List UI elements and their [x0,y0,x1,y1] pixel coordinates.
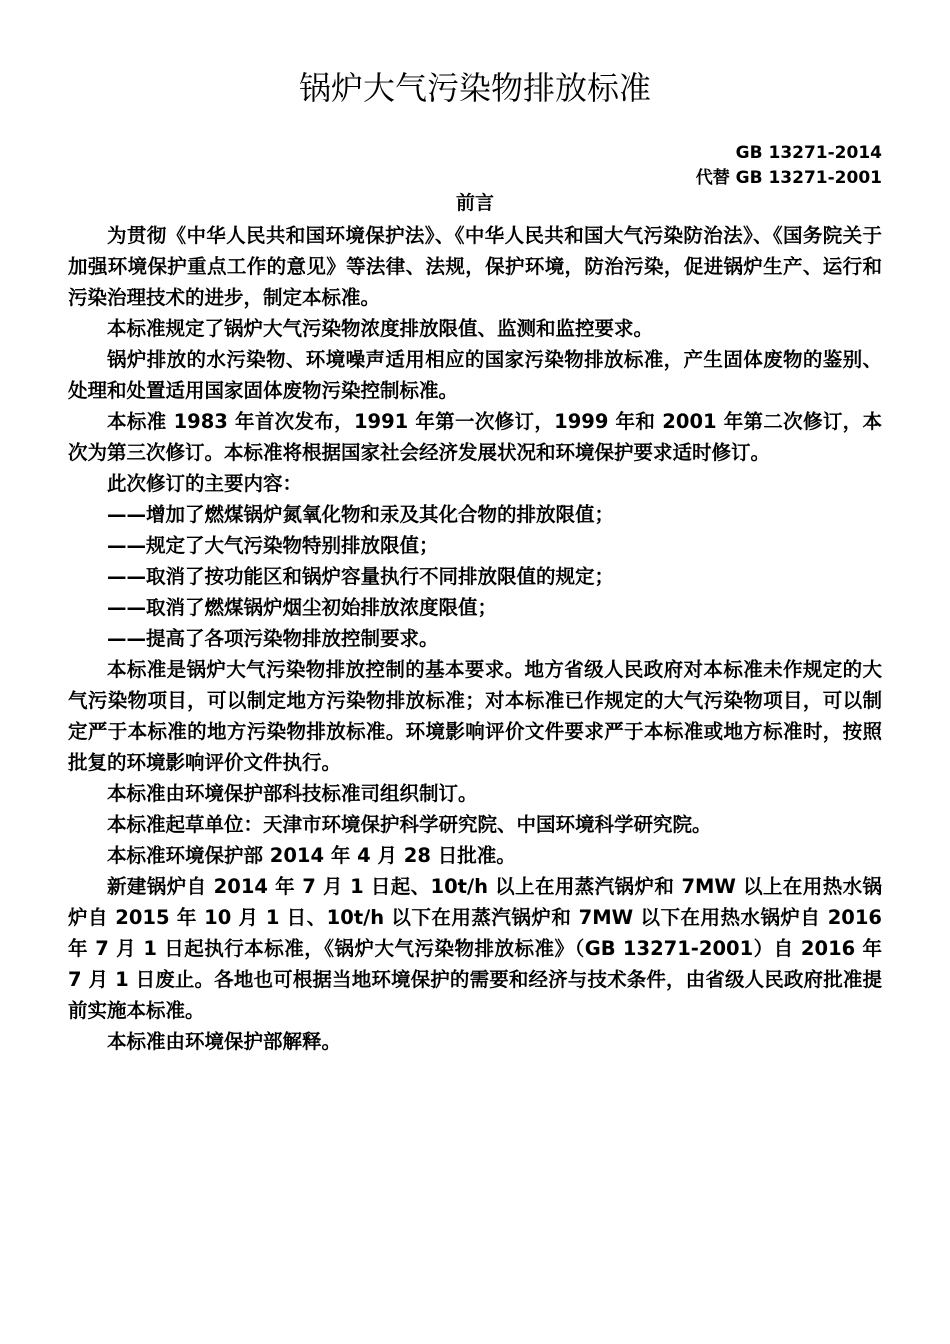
paragraph: 本标准是锅炉大气污染物排放控制的基本要求。地方省级人民政府对本标准未作规定的大气污染物项目，可以制定地方污染物排放标准；对本标准已作规定的大气污染物项目，可以制定严于本标准的地方污染物排放标准。环境影响评价文件要求严于本标准或地方标准时，按照批复的环境影响评价文件执行。 [68,658,882,774]
revision-item: ——取消了按功能区和锅炉容量执行不同排放限值的规定； [107,565,615,588]
revision-item: ——规定了大气污染物特别排放限值； [107,534,439,557]
preface-heading: 前言 [455,192,494,214]
preface-body [68,220,882,1057]
revision-item: ——提高了各项污染物排放控制要求。 [107,627,439,650]
replaces-code: 代替 GB 13271-2001 [695,168,882,188]
paragraph: 本标准由环境保护部科技标准司组织制订。 [107,782,478,805]
paragraph: 新建锅炉自 2014 年 7 月 1 日起、10t/h 以上在用蒸汽锅炉和 7MW 以上在用热水锅炉自 2015 年 10 月 1 日、10t/h 以下在用蒸汽锅炉和 7MW 以下在用热水锅炉自 2016 年 7 月 1 日起执行本标准，《锅炉大气污染物排放标准》（GB 13271-2001）自 2016 年 7 月 1 日废止。各地也可根据当地环境保护的需要和经济与技术条件，由省级人民政府批准提前实施本标准。 [68,875,882,1022]
paragraph: 此次修订的主要内容： [107,472,303,495]
standard-code: GB 13271-2014 [735,143,882,163]
document-title: 锅炉大气污染物排放标准 [298,69,651,107]
paragraph: 本标准 1983 年首次发布，1991 年第一次修订，1999 年和 2001 年第二次修订，本次为第三次修订。本标准将根据国家社会经济发展状况和环境保护要求适时修订。 [68,410,882,464]
paragraph: 本标准环境保护部 2014 年 4 月 28 日批准。 [107,844,516,867]
paragraph: 本标准起草单位：天津市环境保护科学研究院、中国环境科学研究院。 [107,813,712,836]
paragraph: 为贯彻《中华人民共和国环境保护法》、《中华人民共和国大气污染防治法》、《国务院关于加强环境保护重点工作的意见》等法律、法规，保护环境，防治污染，促进锅炉生产、运行和污染治理技术的进步，制定本标准。 [68,224,882,309]
revision-item: ——增加了燃煤锅炉氮氧化物和汞及其化合物的排放限值； [107,503,615,526]
paragraph: 本标准由环境保护部解释。 [107,1030,342,1053]
paragraph: 锅炉排放的水污染物、环境噪声适用相应的国家污染物排放标准，产生固体废物的鉴别、处理和处置适用国家固体废物污染控制标准。 [68,348,882,402]
paragraph: 本标准规定了锅炉大气污染物浓度排放限值、监测和监控要求。 [107,317,654,340]
revision-item: ——取消了燃煤锅炉烟尘初始排放浓度限值； [107,596,498,619]
